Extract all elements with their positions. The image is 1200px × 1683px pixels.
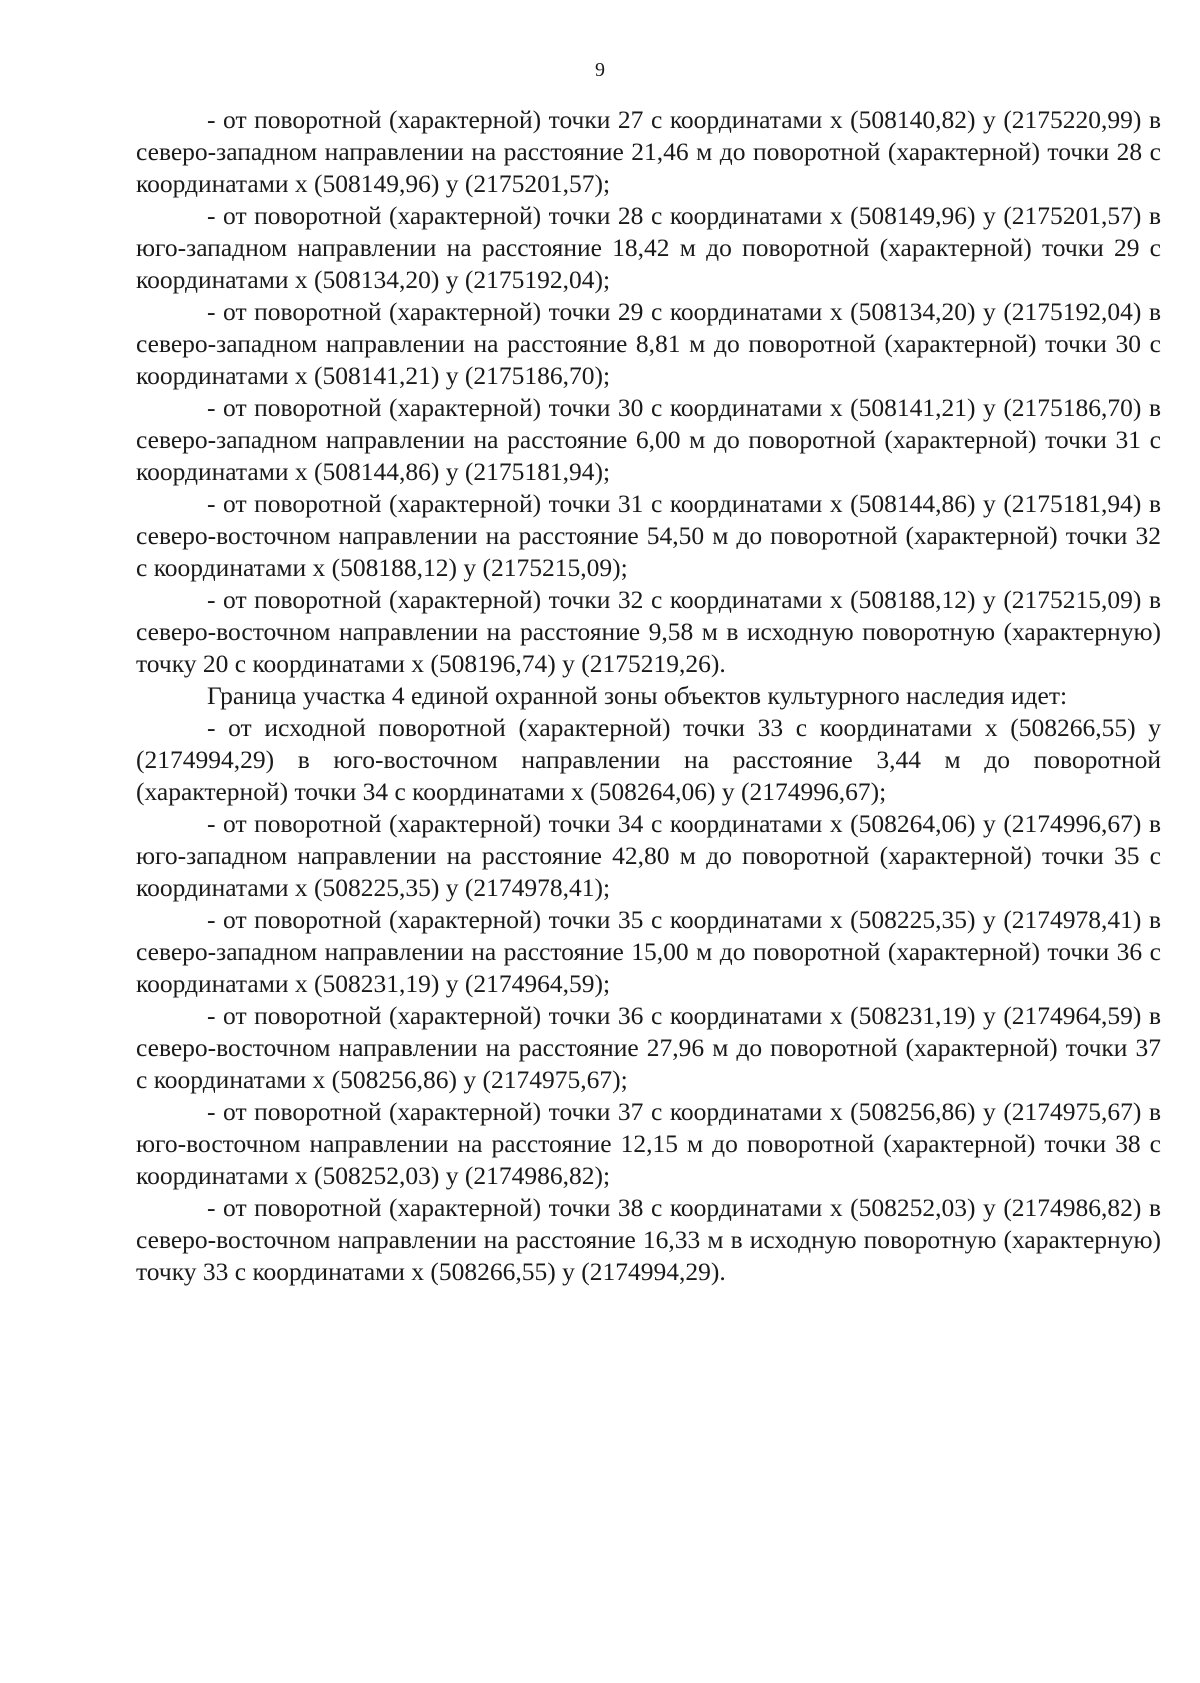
boundary-segment-27-28: - от поворотной (характерной) точки 27 с координатами x (508140,82) y (2175220,99) в северо-западном направлении на расстояние 21,46 м до поворотной (характерной) точки 28 с координатами x (508149,96) y (2175201,57);	[136, 105, 1161, 198]
boundary-segment-28-29: - от поворотной (характерной) точки 28 с координатами x (508149,96) y (2175201,57) в юго-западном направлении на расстояние 18,42 м до поворотной (характерной) точки 29 с координатами x (508134,20) y (2175192,04);	[136, 201, 1161, 294]
boundary-segment-31-32: - от поворотной (характерной) точки 31 с координатами x (508144,86) y (2175181,94) в северо-восточном направлении на расстояние 54,50 м до поворотной (характерной) точки 32 с координатами x (508188,12) y (2175215,09);	[136, 489, 1161, 582]
boundary-segment-36-37: - от поворотной (характерной) точки 36 с координатами x (508231,19) y (2174964,59) в северо-восточном направлении на расстояние 27,96 м до поворотной (характерной) точки 37 с координатами x (508256,86) y (2174975,67);	[136, 1001, 1161, 1094]
boundary-segment-29-30: - от поворотной (характерной) точки 29 с координатами x (508134,20) y (2175192,04) в северо-западном направлении на расстояние 8,81 м до поворотной (характерной) точки 30 с координатами x (508141,21) y (2175186,70);	[136, 297, 1161, 390]
boundary-segment-38-33: - от поворотной (характерной) точки 38 с координатами x (508252,03) y (2174986,82) в северо-восточном направлении на расстояние 16,33 м в исходную поворотную (характерную) точку 33 с координатами x (508266,55) y (2174994,29).	[136, 1193, 1161, 1286]
boundary-segment-32-20: - от поворотной (характерной) точки 32 с координатами x (508188,12) y (2175215,09) в северо-восточном направлении на расстояние 9,58 м в исходную поворотную (характерную) точку 20 с координатами x (508196,74) y (2175219,26).	[136, 585, 1161, 678]
page-number: 9	[595, 59, 605, 81]
boundary-segment-34-35: - от поворотной (характерной) точки 34 с координатами x (508264,06) y (2174996,67) в юго-западном направлении на расстояние 42,80 м до поворотной (характерной) точки 35 с координатами x (508225,35) y (2174978,41);	[136, 809, 1161, 902]
boundary-segment-37-38: - от поворотной (характерной) точки 37 с координатами x (508256,86) y (2174975,67) в юго-восточном направлении на расстояние 12,15 м до поворотной (характерной) точки 38 с координатами x (508252,03) y (2174986,82);	[136, 1097, 1161, 1190]
document-body	[136, 104, 1161, 1288]
section-heading-zone-4: Граница участка 4 единой охранной зоны объектов культурного наследия идет:	[207, 681, 1068, 710]
boundary-segment-30-31: - от поворотной (характерной) точки 30 с координатами x (508141,21) y (2175186,70) в северо-западном направлении на расстояние 6,00 м до поворотной (характерной) точки 31 с координатами x (508144,86) y (2175181,94);	[136, 393, 1161, 486]
boundary-segment-35-36: - от поворотной (характерной) точки 35 с координатами x (508225,35) y (2174978,41) в северо-западном направлении на расстояние 15,00 м до поворотной (характерной) точки 36 с координатами x (508231,19) y (2174964,59);	[136, 905, 1161, 998]
boundary-segment-33-34: - от исходной поворотной (характерной) точки 33 с координатами x (508266,55) y (2174994,29) в юго-восточном направлении на расстояние 3,44 м до поворотной (характерной) точки 34 с координатами x (508264,06) y (2174996,67);	[136, 713, 1161, 806]
